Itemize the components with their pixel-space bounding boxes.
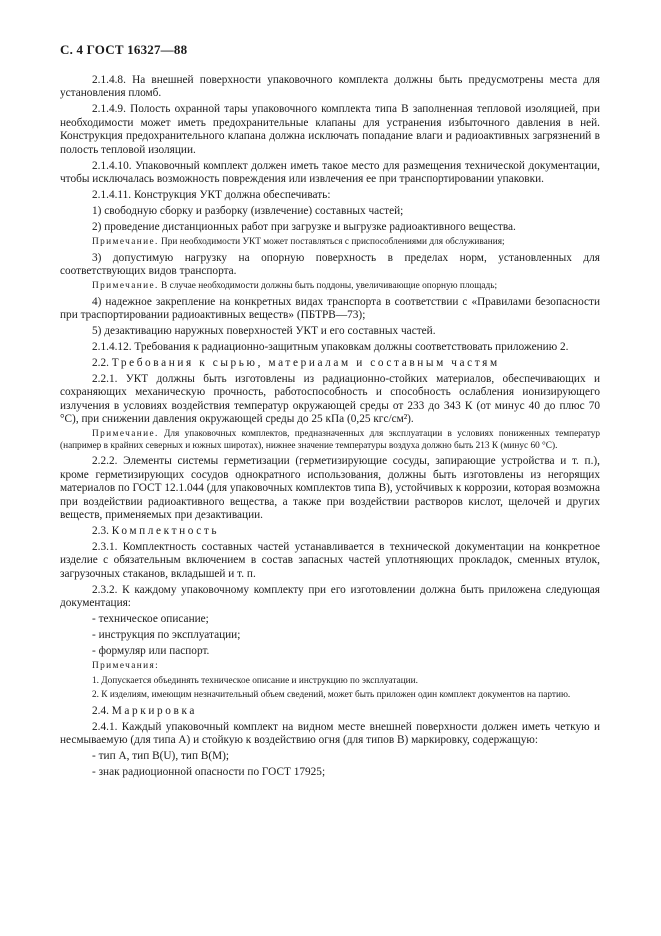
document-body — [60, 74, 600, 782]
note-text: В случае необходимости должны быть поддоны, увеличивающие опорную площадь; — [158, 281, 498, 292]
section-number: 2.2. — [92, 357, 112, 370]
note-text: При необходимости УКТ может поставляться с приспособлениями для обслуживания; — [158, 237, 505, 248]
page-header: С. 4 ГОСТ 16327—88 — [60, 42, 188, 57]
section-title: Требования к сырью, материалам и составным частям — [111, 357, 500, 370]
section-heading-2-4 — [60, 705, 600, 718]
list-item: - знак радиоционной опасности по ГОСТ 17925; — [92, 766, 326, 779]
paragraph-2-3-1: 2.3.1. Комплектность составных частей устанавливается в технической документации на конкретное изделие с обязательным включением в состав запасных частей уплотняющих прокладок, сменных втулок, загрузочных стаканов, вкладышей и т. п. — [60, 541, 600, 580]
note-label: Примечание. — [92, 281, 159, 292]
note — [60, 237, 600, 249]
note-label: Примечание. — [92, 429, 159, 440]
paragraph-2-2-1: 2.2.1. УКТ должны быть изготовлены из радиационно-стойких материалов, обеспечивающих и сохраняющих механическую прочность, работоспособность и способность ослабления ионизирующего излучения в условиях воздействия температур окружающей среды от 233 до 343 К (от минус 40 до плюс 70 °С), при снижении давления окружающей среды до 25 кПа (0,25 кгс/см²). — [60, 373, 600, 426]
section-title: Маркировка — [111, 705, 197, 718]
paragraph-2-1-4-12: 2.1.4.12. Требования к радиационно-защитным упаковкам должны соответствовать приложению 2. — [92, 341, 569, 354]
paragraph-2-1-4-8: 2.1.4.8. На внешней поверхности упаковочного комплекта должны быть предусмотрены места для установления пломб. — [60, 74, 600, 100]
note-label: Примечание. — [92, 237, 159, 248]
paragraph-2-1-4-9: 2.1.4.9. Полость охранной тары упаковочного комплекта типа В заполненная тепловой изоляцией, при необходимости может иметь предохранительные клапаны для устранения избыточного давления в ней. Конструкция предохранительного клапана должна исключать попадание влаги и радиоактивных загрязнений в полость тепловой изоляции. — [60, 103, 600, 156]
note-text: Для упаковочных комплектов, предназначенных для эксплуатации в условиях пониженных температур (например в крайних северных и южных широтах), нижнее значение температуры воздуха должно быть 213 К (минус 60 °С). — [60, 429, 600, 451]
note — [60, 281, 600, 293]
list-item: - тип А, тип В(U), тип В(М); — [92, 750, 230, 763]
section-heading-2-2 — [60, 357, 600, 370]
list-item: - техническое описание; — [92, 613, 209, 626]
notes-label: Примечания: — [92, 661, 160, 672]
list-item: 2) проведение дистанционных работ при загрузке и выгрузке радиоактивного вещества. — [92, 221, 516, 234]
list-item: - инструкция по эксплуатации; — [92, 629, 241, 642]
paragraph-2-2-2: 2.2.2. Элементы системы герметизации (герметизирующие сосуды, запирающие устройства и т. п.), кроме герметизирующих сосудов однократного использования, должны быть изготовлены из негорящих материалов по ГОСТ 12.1.044 (для упаковочных комплектов типа В), устойчивых к коррозии, которая возможна при воздействии радиоактивного вещества, а также при воздействии растворов кислот, щелочей и других веществ, применяемых при дезактивации. — [60, 455, 600, 522]
list-item: 4) надежное закрепление на конкретных видах транспорта в соответствии с «Правилами безопасности при траспортировании радиоактивных веществ» (ПБТРВ—73); — [60, 295, 600, 322]
section-title: Комплектность — [111, 525, 220, 538]
paragraph-2-1-4-11: 2.1.4.11. Конструкция УКТ должна обеспечивать: — [92, 189, 331, 202]
paragraph-2-3-2: 2.3.2. К каждому упаковочному комплекту при его изготовлении должна быть приложена следующая документация: — [60, 583, 600, 610]
list-item: 3) допустимую нагрузку на опорную поверхность в пределах норм, установленных для соответствующих видов транспорта. — [60, 251, 600, 278]
section-number: 2.3. — [92, 525, 112, 538]
paragraph-2-4-1: 2.4.1. Каждый упаковочный комплект на видном месте внешней поверхности должен иметь четкую и несмываемую (для типа А) и стойкую к воздействию огня (для типов В) маркировку, содержащую: — [60, 721, 600, 747]
section-heading-2-3 — [60, 525, 600, 538]
list-item: 1) свободную сборку и разборку (извлечение) составных частей; — [92, 205, 404, 218]
paragraph-2-1-4-10: 2.1.4.10. Упаковочный комплект должен иметь такое место для размещения технической документации, чтобы исключалась возможность повреждения или извлечения ее при транспортировании упаковки. — [60, 159, 600, 186]
list-item: - формуляр или паспорт. — [92, 645, 210, 658]
note — [60, 429, 600, 452]
note-item: 1. Допускается объединять техническое описание и инструкцию по эксплуатации. — [92, 675, 418, 686]
list-item: 5) дезактивацию наружных поверхностей УКТ и его составных частей. — [92, 325, 436, 338]
section-number: 2.4. — [92, 705, 112, 718]
note-item: 2. К изделиям, имеющим незначительный объем сведений, может быть приложен один комплект документов на партию. — [92, 690, 571, 701]
